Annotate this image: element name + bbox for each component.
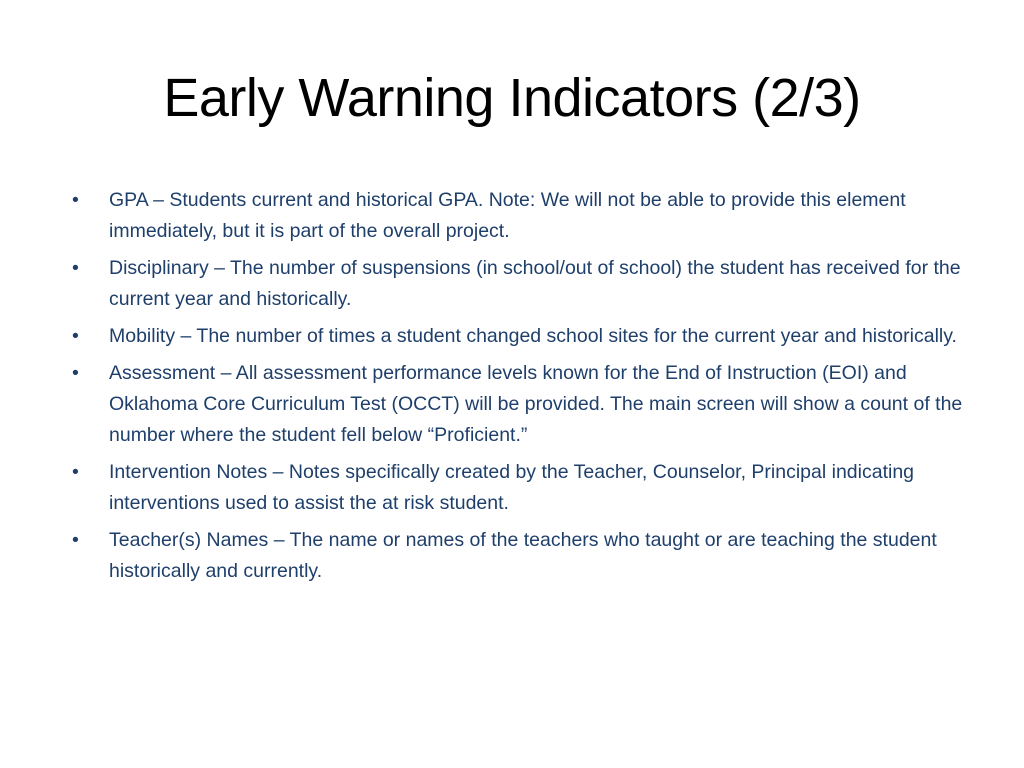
bullet-icon: • (72, 189, 79, 211)
bullet-item-disciplinary (72, 253, 977, 315)
bullet-icon: • (72, 529, 79, 551)
bullet-text: Mobility – The number of times a student changed school sites for the current year and historically. (109, 325, 957, 347)
bullet-item-mobility (72, 321, 977, 352)
bullet-text: Teacher(s) Names – The name or names of the teachers who taught or are teaching the student historically and currently. (109, 529, 937, 582)
bullet-icon: • (72, 257, 79, 279)
bullet-item-intervention-notes (72, 457, 977, 519)
bullet-text: Disciplinary – The number of suspensions (in school/out of school) the student has received for the current year and historically. (109, 257, 961, 310)
bullet-item-gpa (72, 185, 977, 247)
slide-title: Early Warning Indicators (2/3) (163, 68, 861, 128)
bullet-text: Intervention Notes – Notes specifically created by the Teacher, Counselor, Principal indicating interventions used to assist the at risk student. (109, 461, 915, 514)
bullet-icon: • (72, 362, 79, 384)
bullet-item-teacher-names (72, 525, 977, 587)
bullet-text: GPA – Students current and historical GPA. Note: We will not be able to provide this element immediately, but it is part of the overall project. (109, 189, 906, 242)
bullet-icon: • (72, 325, 79, 347)
bullet-item-assessment (72, 358, 977, 451)
bullet-text: Assessment – All assessment performance levels known for the End of Instruction (EOI) and Oklahoma Core Curriculum Test (OCCT) will be provided. The main screen will show a count of the number where the student fell below “Proficient.” (109, 362, 963, 446)
bullet-list (72, 185, 977, 593)
bullet-icon: • (72, 461, 79, 483)
